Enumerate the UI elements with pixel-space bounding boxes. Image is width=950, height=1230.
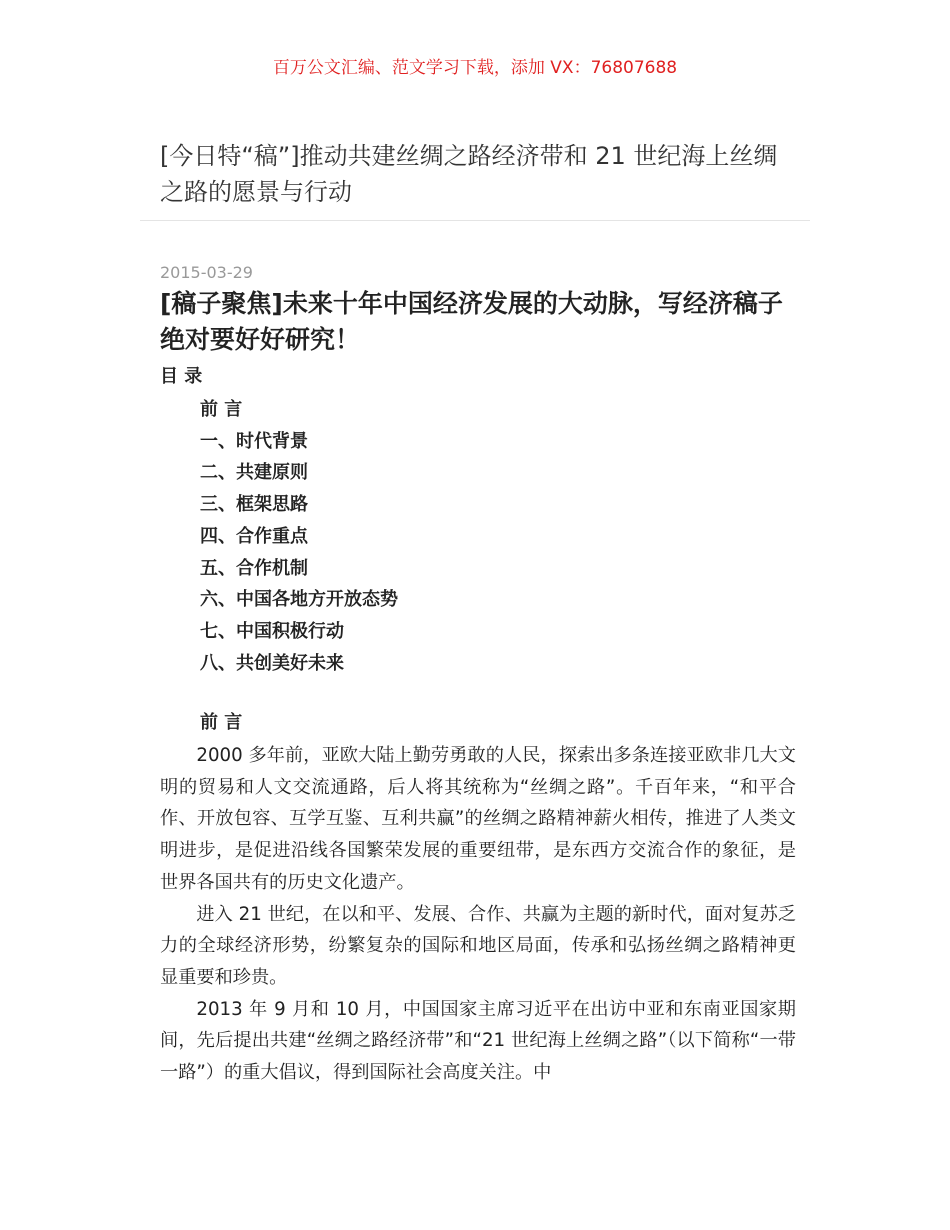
- toc-item: 五、合作机制: [200, 557, 308, 579]
- body-paragraph: 进入 21 世纪，在以和平、发展、合作、共赢为主题的新时代，面对复苏乏力的全球经济形势，纷繁复杂的国际和地区局面，传承和弘扬丝绸之路精神更显重要和珍贵。: [160, 903, 796, 988]
- toc-item: 八、共创美好未来: [200, 652, 344, 674]
- table-of-contents: [200, 394, 398, 679]
- article-headline: [稿子聚焦]未来十年中国经济发展的大动脉，写经济稿子绝对要好好研究！: [160, 289, 783, 354]
- toc-item: 二、共建原则: [200, 462, 308, 484]
- preface-heading: 前 言: [200, 712, 243, 733]
- publish-date: 2015-03-29: [160, 263, 253, 282]
- toc-item: 一、时代背景: [200, 430, 308, 452]
- body-paragraph: 2000 多年前，亚欧大陆上勤劳勇敢的人民，探索出多条连接亚欧非几大文明的贸易和人文交流通路，后人将其统称为“丝绸之路”。千百年来，“和平合作、开放包容、互学互鉴、互利共赢”的丝绸之路精神薪火相传，推进了人类文明进步，是促进沿线各国繁荣发展的重要纽带，是东西方交流合作的象征，是世界各国共有的历史文化遗产。: [160, 745, 796, 893]
- body-paragraph: 2013 年 9 月和 10 月，中国国家主席习近平在出访中亚和东南亚国家期间，先后提出共建“丝绸之路经济带”和“21 世纪海上丝绸之路”（以下简称“一带一路”）的重大倡议，得到国际社会高度关注。中: [160, 998, 796, 1084]
- toc-item: 三、框架思路: [200, 494, 308, 516]
- article-title: [今日特“稿”]推动共建丝绸之路经济带和 21 世纪海上丝绸之路的愿景与行动: [160, 142, 778, 206]
- toc-item: 四、合作重点: [200, 525, 308, 547]
- preface-body: [160, 740, 796, 1089]
- toc-item: 前 言: [200, 399, 243, 420]
- toc-heading: 目 录: [160, 366, 203, 387]
- toc-item: 六、中国各地方开放态势: [200, 589, 398, 611]
- title-divider: [140, 220, 810, 221]
- toc-item: 七、中国积极行动: [200, 620, 344, 642]
- promo-banner: 百万公文汇编、范文学习下载，添加 VX：76807688: [272, 58, 678, 78]
